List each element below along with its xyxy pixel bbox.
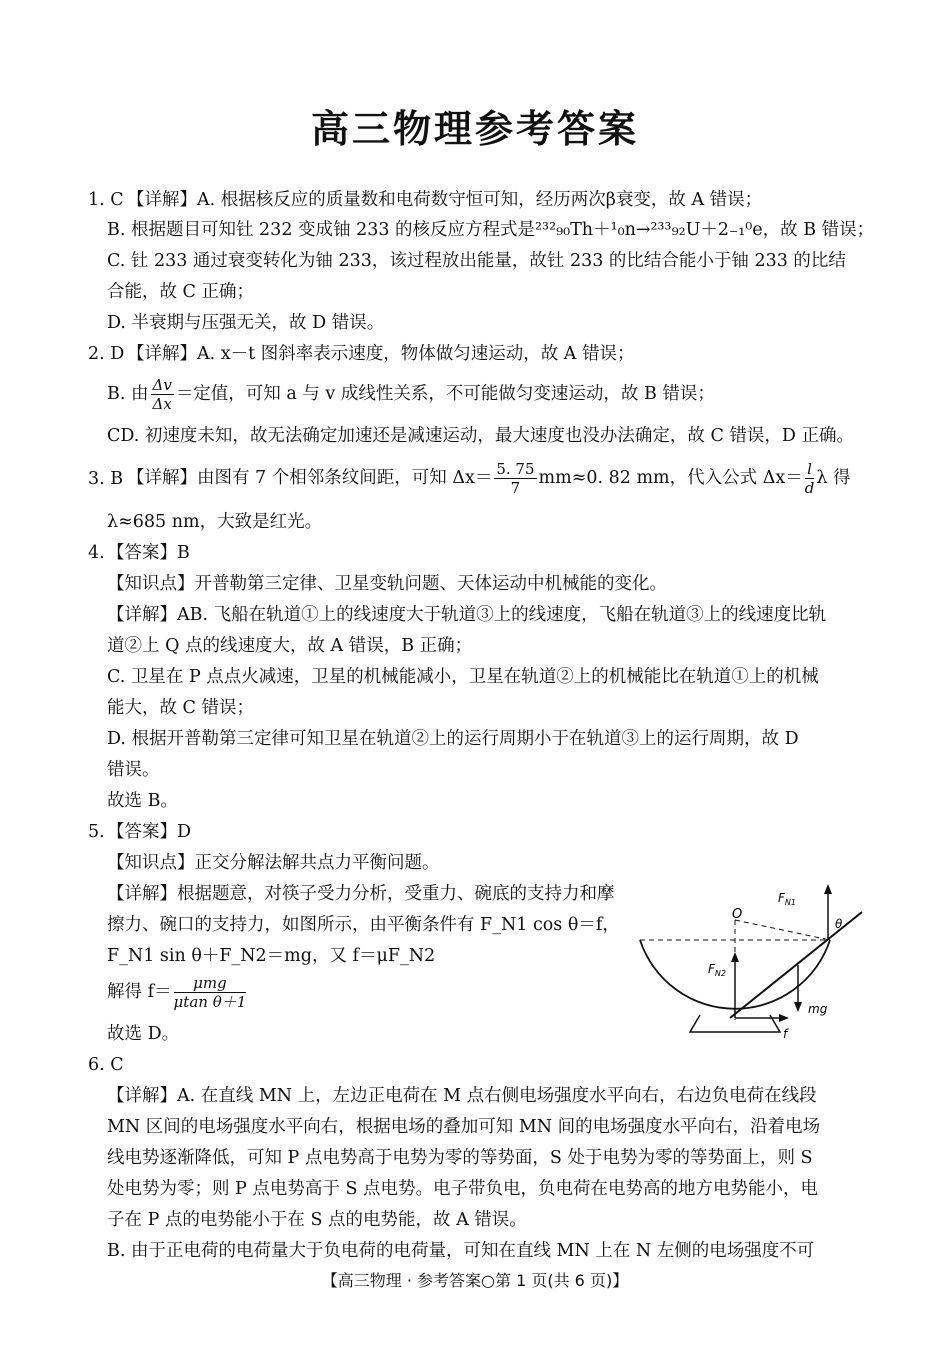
q5-line7: 故选 D。 (107, 1024, 180, 1044)
q1-line2 (107, 218, 875, 242)
q6-number: 6. C (88, 1055, 124, 1075)
q1-line2a: B. 根据题目可知钍 232 变成铀 233 的核反应方程式是 (107, 220, 536, 240)
q2-number: 2. D (88, 344, 125, 364)
q3-fraction2 (805, 460, 815, 497)
q2-line2a: B. 由 (107, 384, 149, 404)
q2-line2 (107, 374, 867, 414)
q2-frac-den: Δx (152, 395, 172, 413)
page-footer: 【高三物理 · 参考答案○第 1 页(共 6 页)】 (321, 1271, 629, 1290)
q3-line2: λ≈685 nm，大致是红光。 (107, 512, 323, 532)
q2-frac-num: Δv (152, 376, 172, 394)
q4-number: 4. (88, 543, 105, 563)
q2-line2b: ＝定值，可知 a 与 v 成线性关系，不可能做匀变速运动，故 B 错误； (175, 384, 715, 404)
q4-line8: 错误。 (107, 760, 160, 780)
fn2-arrowhead (731, 952, 739, 962)
q1-line1: 【详解】A. 根据核反应的质量数和电荷数守恒可知，经历两次β衰变，故 A 错误； (127, 190, 763, 210)
q6-line2: MN 区间的电场强度水平向右，根据电场的叠加可知 MN 间的电场强度水平向右，沿着电场 (107, 1117, 821, 1137)
q1-number: 1. C (88, 190, 124, 210)
q1-line5: D. 半衰期与压强无关，故 D 错误。 (107, 313, 385, 333)
q5-line6 (107, 972, 637, 1012)
q4-line5: C. 卫星在 P 点点火减速，卫星的机械能减小，卫星在轨道②上的机械能比在轨道①上的机械 (107, 667, 819, 687)
label-fn2 (708, 962, 726, 978)
q5-line5: F_N1 sin θ＋F_N2＝mg，又 f＝μF_N2 (107, 946, 436, 966)
q3-frac1-den: 7 (510, 479, 521, 497)
q1-line2b: ，故 B 错误； (762, 220, 875, 240)
q3-frac1-num: 5. 75 (496, 460, 535, 478)
q3-frac2-den: d (804, 479, 815, 497)
q5-line4: 擦力、碗口的支持力，如图所示，由平衡条件有 F_N1 cos θ＝f， (107, 915, 620, 935)
q2-line1: 【详解】A. x－t 图斜率表示速度，物体做匀速运动，故 A 错误； (127, 344, 635, 364)
q5-number: 5. (88, 822, 105, 842)
q6-line6: B. 由于正电荷的电荷量大于负电荷的电荷量，可知在直线 MN 上在 N 左侧的电场强度不可 (107, 1241, 815, 1261)
q2-fraction (151, 376, 174, 413)
q6-line1: 【详解】A. 在直线 MN 上，左边正电荷在 M 点右侧电场强度水平向右，右边负电荷在线段 (107, 1086, 817, 1106)
mg-arrowhead (794, 1002, 802, 1012)
label-fn1 (778, 891, 796, 907)
q4-line4: 道②上 Q 点的线速度大，故 A 错误，B 正确； (107, 636, 473, 656)
q4-line3: 【详解】AB. 飞船在轨道①上的线速度大于轨道③上的线速度，飞船在轨道③上的线速度比轨 (107, 605, 827, 625)
q5-line1: 【答案】D (107, 822, 192, 842)
q6-line4: 处电势为零；则 P 点电势高于 S 点电势。电子带负电，负电荷在电势高的地方电势能小，电 (107, 1179, 819, 1199)
label-theta: θ (835, 917, 843, 931)
label-o: O (732, 907, 743, 922)
q1-line4: 合能，故 C 正确； (107, 282, 255, 302)
q5-fraction (174, 974, 247, 1011)
q4-line6: 能大，故 C 错误； (107, 698, 255, 718)
q4-line1: 【答案】B (107, 543, 190, 563)
q2-line3: CD. 初速度未知，故无法确定加速还是减速运动，最大速度也没办法确定，故 C 错误，D 正确。 (107, 426, 855, 446)
q3-line1b: mm≈0. 82 mm，代入公式 Δx＝ (538, 468, 803, 488)
q3-line1a: 【详解】由图有 7 个相邻条纹间距，可知 Δx＝ (127, 468, 493, 488)
q5-line6a: 解得 f＝ (107, 982, 172, 1002)
q5-line2: 【知识点】正交分解法解共点力平衡问题。 (107, 853, 440, 873)
chopstick-bowl-figure (630, 880, 870, 1045)
label-fn1-main: F (778, 891, 785, 905)
q1-equation: ²³²₉₀Th＋¹₀n→²³³₉₂U＋2₋₁⁰e (535, 220, 763, 240)
q6-line3: 线电势逐渐降低，可知 P 点电势高于电势为零的等势面，S 处于电势为零的等势面上，则 S (107, 1148, 813, 1168)
label-mg: mg (808, 1002, 828, 1016)
q1-line3: C. 钍 233 通过衰变转化为铀 233，该过程放出能量，故钍 233 的比结合能小于铀 233 的比结 (107, 251, 846, 271)
q5-frac-den: μtan θ＋1 (173, 993, 247, 1011)
label-fn1-sub: N1 (784, 898, 796, 907)
q4-line2: 【知识点】开普勒第三定律、卫星变轨问题、天体运动中机械能的变化。 (107, 574, 667, 594)
q3-line1c: λ 得 (816, 468, 851, 488)
q4-line7: D. 根据开普勒第三定律可知卫星在轨道②上的运行周期小于在轨道③上的运行周期，故 D (107, 729, 799, 749)
q5-line3: 【详解】根据题意，对筷子受力分析，受重力、碗底的支持力和摩 (107, 884, 615, 904)
q3-fraction1 (494, 460, 536, 497)
radius-dashed-2 (735, 920, 830, 940)
label-fn2-main: F (708, 962, 715, 976)
q4-line9: 故选 B。 (107, 791, 178, 811)
q5-frac-num: μmg (174, 974, 247, 993)
q3-frac2-num: l (805, 460, 815, 479)
q3-line1 (127, 458, 887, 498)
q3-number: 3. B (88, 469, 124, 489)
q6-line5: 子在 P 点的电势能小于在 S 点的电势能，故 A 错误。 (107, 1210, 527, 1230)
label-fn2-sub: N2 (714, 969, 726, 978)
f-arrowhead (779, 1014, 789, 1022)
label-f: f (783, 1027, 788, 1041)
page-title: 高三物理参考答案 (310, 107, 639, 151)
fn1-arrowhead (824, 884, 832, 894)
